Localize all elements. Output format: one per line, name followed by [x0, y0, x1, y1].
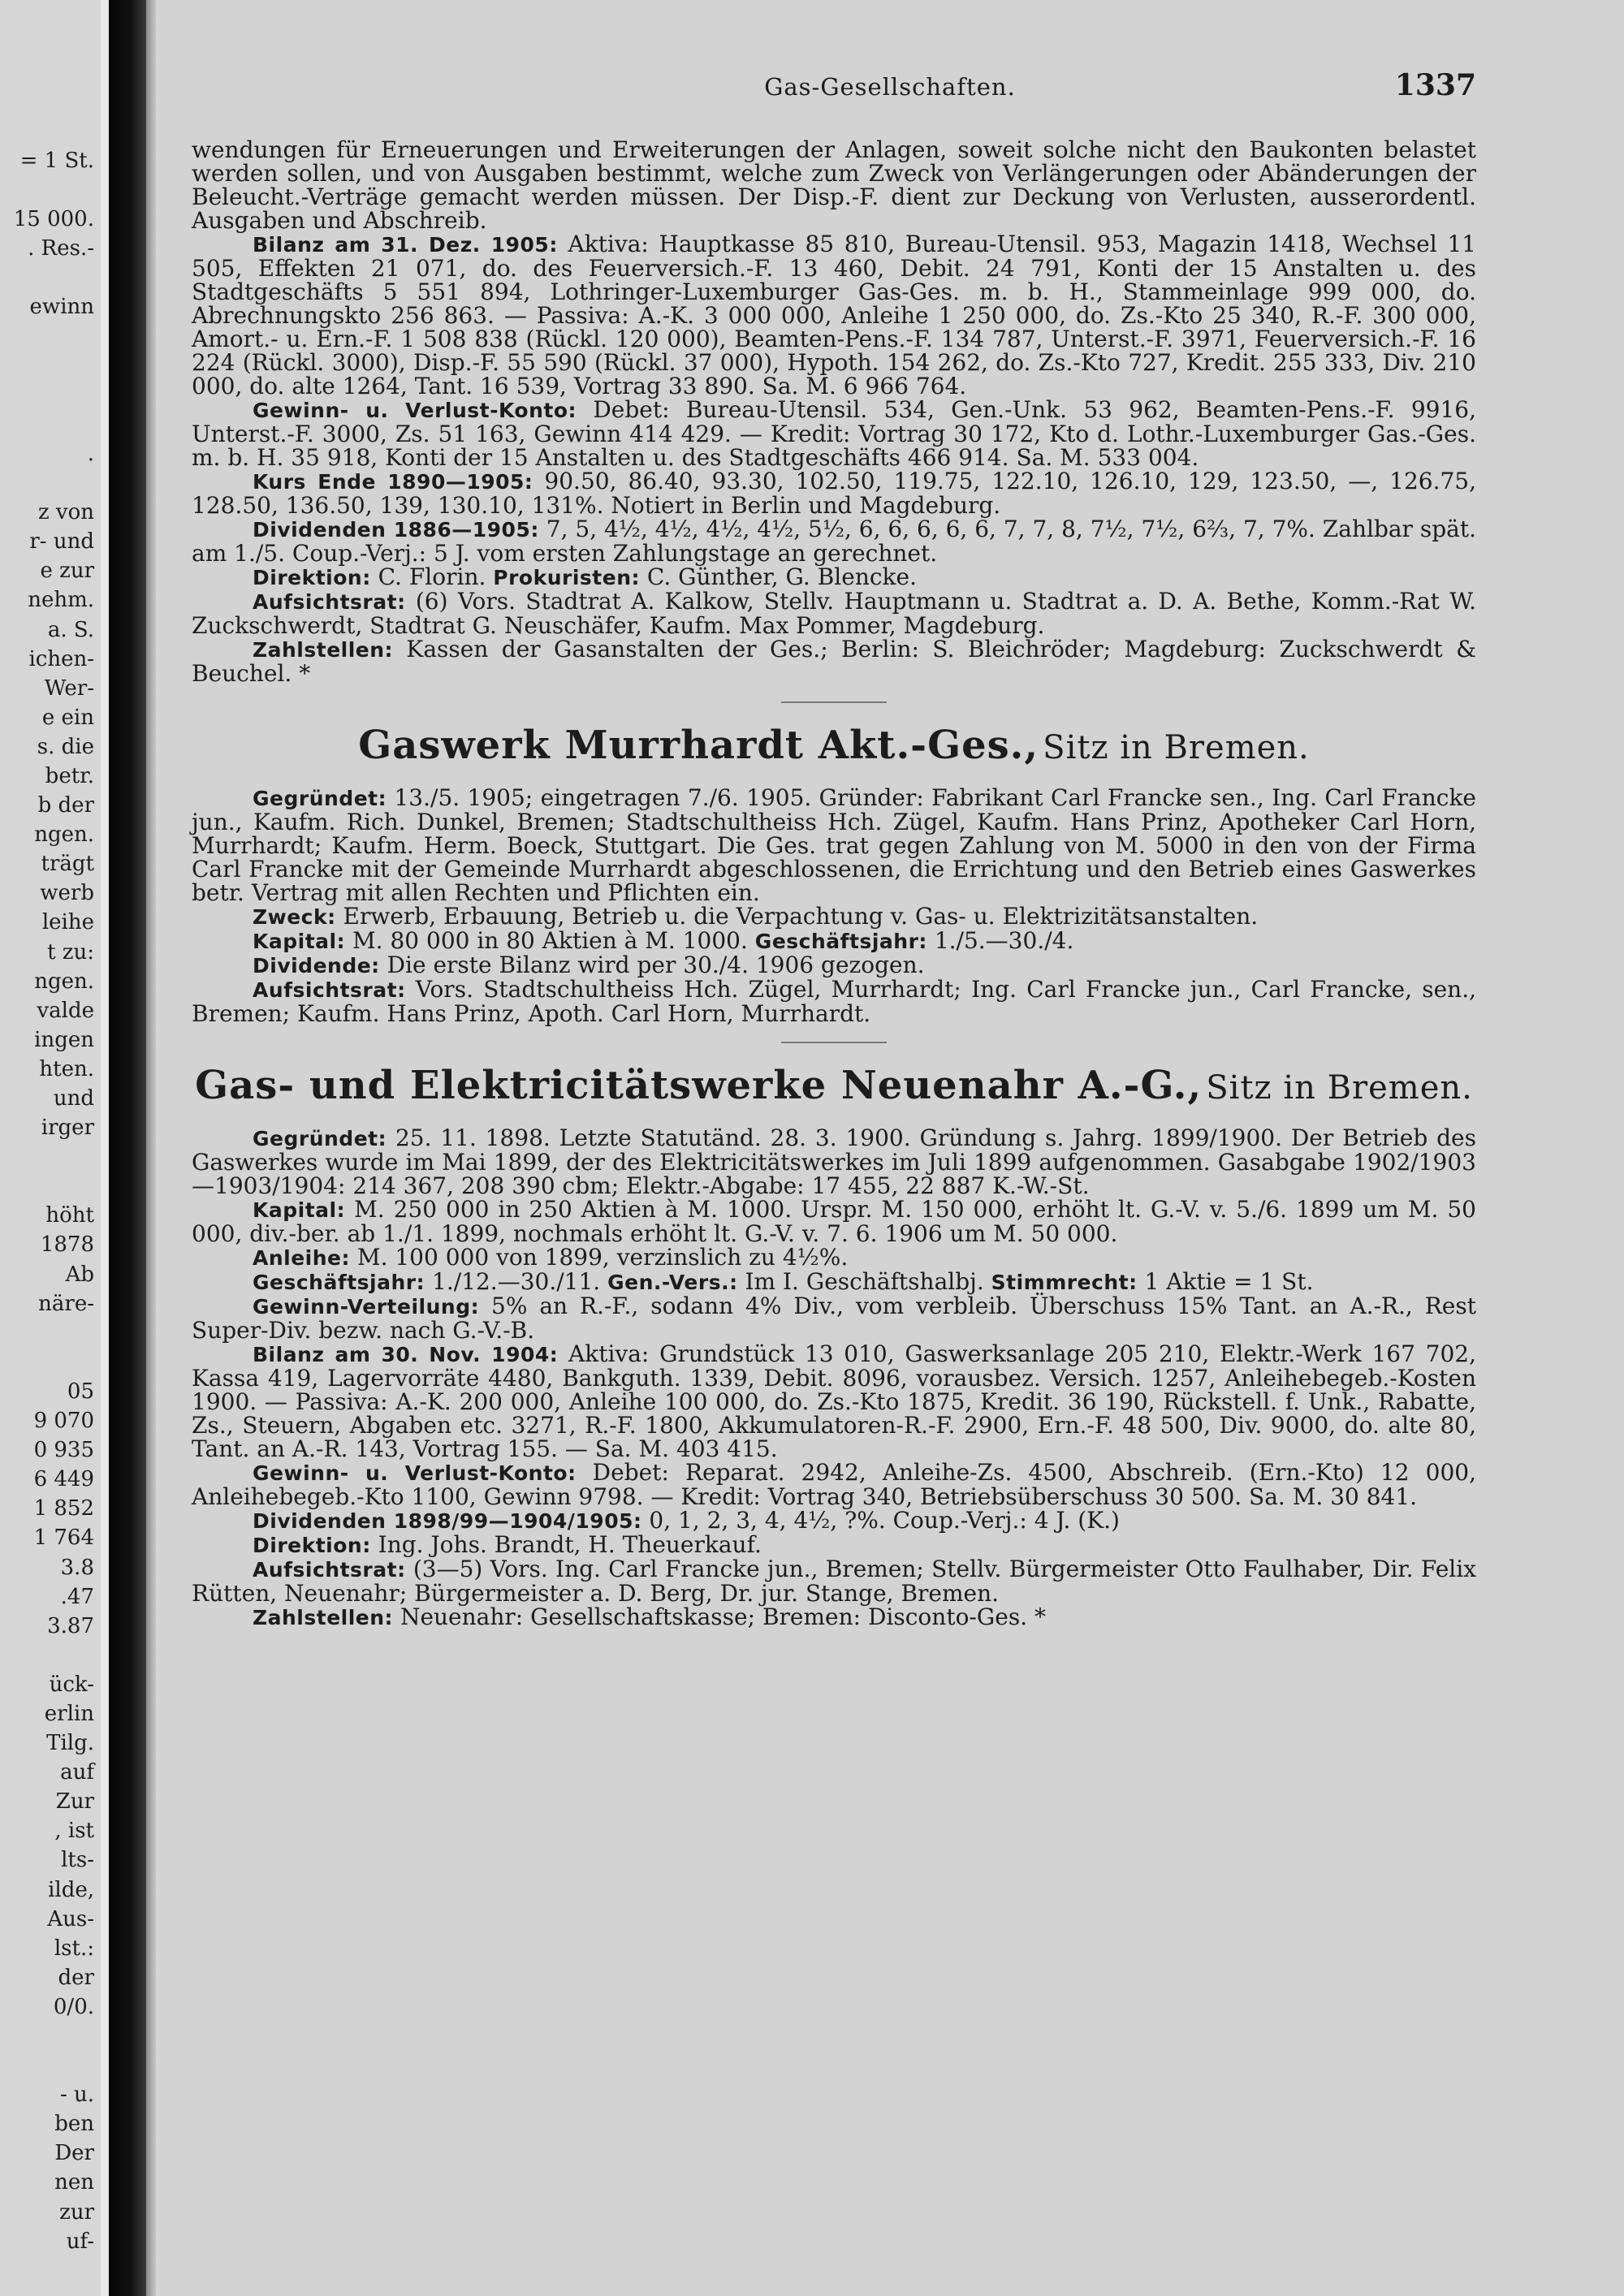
entry-heading: Dividende: — [253, 954, 380, 978]
entry-text: C. Günther, G. Blencke. — [640, 563, 917, 590]
entry-heading: Bilanz am 31. Dez. 1905: — [253, 233, 558, 257]
entry-heading: Geschäftsjahr: — [253, 1271, 425, 1294]
entry-heading: Kapital: — [253, 1198, 346, 1222]
entry-heading: Stimmrecht: — [991, 1271, 1138, 1294]
facing-line: e zur — [40, 559, 94, 584]
entry-heading: Kurs Ende 1890—1905: — [253, 470, 533, 494]
facing-line: e ein — [41, 705, 94, 730]
running-title: Gas-Gesellschaften. — [764, 73, 1016, 101]
facing-line: 1 852 — [33, 1496, 94, 1521]
facing-line: uf- — [66, 2229, 94, 2254]
entry-text: 1./5.—30./4. — [926, 927, 1074, 954]
entry-text: M. 80 000 in 80 Aktien à M. 1000. — [345, 927, 755, 954]
facing-line: 3.8 — [60, 1555, 94, 1580]
entry-text: Aktiva: Hauptkasse 85 810, Bureau-Utensil. 953, Magazin 1418, Wechsel 11 505, Effekten 21 071, do. des Feuerversich.-F. 13 460, Debit. 24 791, Konti der 15 Anstalten u. des Stadtgeschäfts 5 551 894, Lothringer-Luxemburger Gas-Ges. m. b. H., Stammeinlage 999 000, do. Abrechnungskto 256 863. — Passiva: A.-K. 3 000 000, Anleihe 1 250 000, do. Zs.-Kto 25 340, R.-F. 300 000, Amort.- u. Ern.-F. 1 508 838 (Rückl. 120 000), Beamten-Pens.-F. 134 787, Unterst.-F. 3971, Feuerversich.-F. 16 224 (Rückl. 3000), Disp.-F. 55 590 (Rückl. 37 000), Hypoth. 154 262, do. Zs.-Kto 727, Kredit. 255 333, Div. 210 000, do. alte 1264, Tant. 16 539, Vortrag 33 890. Sa. M. 6 966 764. — [192, 231, 1476, 399]
entry-text: 25. 11. 1898. Letzte Statutänd. 28. 3. 1900. Gründung s. Jahrg. 1899/1900. Der Betrieb des Gaswerkes wurde im Mai 1899, der des Elektricitätswerkes im Juli 1899 aufgenommen. Gasabgabe 1902/1903—1903/1904: 214 367, 208 390 cbm; Elektr.-Abgabe: 17 455, 22 887 K.-W.-St. — [192, 1124, 1476, 1199]
entry-heading: Gewinn- u. Verlust-Konto: — [253, 399, 577, 422]
facing-line: ück- — [49, 1672, 94, 1697]
facing-line: , ist — [54, 1819, 94, 1844]
entry-paragraph — [192, 1557, 1476, 1605]
facing-line: nehm. — [28, 588, 94, 613]
entry-paragraph — [192, 1126, 1476, 1198]
facing-line: - u. — [59, 2082, 94, 2108]
facing-line: Der — [54, 2141, 94, 2166]
entry-text: Erwerb, Erbauung, Betrieb u. die Verpachtung v. Gas- u. Elektrizitätsanstalten. — [335, 903, 1259, 930]
book-spine — [109, 0, 146, 2296]
facing-line — [0, 468, 94, 498]
entry-text: Die erste Bilanz wird per 30./4. 1906 gezogen. — [379, 952, 925, 978]
entry-text: Aktiva: Grundstück 13 010, Gaswerksanlage 205 210, Elektr.-Werk 167 702, Kassa 419, Lagervorräte 4480, Bankguth. 1339, Debit. 8096, vorausbez. Versich. 1257, Anleihebegeb.-Kosten 1900. — Passiva: A.-K. 200 000, Anleihe 100 000, do. Zs.-Kto 1875, Kredit. 36 190, Rückstell. f. Unk., Rabatte, Zs., Steuern, Abgaben etc. 3271, R.-F. 1800, Akkumulatoren-R.-F. 2900, Ern.-F. 48 500, Div. 9000, do. alte 80, Tant. an A.-R. 143, Vortrag 155. — Sa. M. 403 415. — [192, 1340, 1476, 1462]
entry-heading: Zahlstellen: — [253, 1606, 394, 1629]
facing-line: 3.87 — [47, 1613, 94, 1638]
facing-line — [0, 175, 94, 205]
entry-paragraph — [192, 1508, 1476, 1533]
section-divider — [781, 701, 887, 703]
entry-paragraph — [192, 786, 1476, 904]
entry-heading: Prokuristen: — [493, 566, 641, 589]
entry-heading: Gegründet: — [253, 787, 387, 810]
facing-line: ben — [54, 2112, 94, 2137]
spine-edge — [146, 0, 156, 2296]
facing-line: Zur — [55, 1789, 94, 1815]
company-seat: Sitz in Bremen. — [1206, 1069, 1473, 1107]
entry-paragraph — [192, 398, 1476, 469]
facing-line: 1 764 — [33, 1526, 94, 1551]
entry-text: 1./12.—30./11. — [425, 1268, 608, 1295]
entry-paragraph — [192, 1198, 1476, 1245]
entry-text: 1 Aktie = 1 St. — [1137, 1268, 1314, 1295]
entry-text: C. Florin. — [370, 563, 494, 590]
entry-paragraph — [192, 929, 1476, 953]
facing-line: 6 449 — [33, 1467, 94, 1492]
page-header — [156, 68, 1624, 109]
facing-line: ichen- — [28, 646, 94, 671]
facing-line: hten. — [39, 1056, 94, 1081]
entry-paragraph — [192, 1270, 1476, 1294]
entry-heading: Dividenden 1886—1905: — [253, 518, 539, 542]
facing-line: zur — [59, 2199, 94, 2225]
facing-line — [0, 1318, 94, 1348]
facing-line: z von — [37, 500, 94, 525]
entry-paragraph — [192, 232, 1476, 398]
entry-heading: Aufsichtsrat: — [253, 978, 406, 1002]
facing-line — [0, 1172, 94, 1201]
facing-line: . Res.- — [28, 236, 94, 261]
entry-paragraph — [192, 517, 1476, 565]
entry-heading: Gegründet: — [253, 1127, 387, 1150]
entry-text: Neuenahr: Gesellschaftskasse; Bremen: Disconto-Ges. * — [393, 1603, 1046, 1630]
entry-heading: Kapital: — [253, 930, 346, 953]
facing-line: betr. — [45, 763, 94, 788]
entry-text: Kassen der Gasanstalten der Ges.; Berlin: S. Bleichröder; Magdeburg: Zuckschwerdt & Beuchel. * — [192, 636, 1476, 687]
facing-line: höht — [45, 1203, 94, 1228]
facing-line: = 1 St. — [19, 149, 94, 173]
entry-heading: Zahlstellen: — [253, 638, 394, 662]
entry-heading: Anleihe: — [253, 1246, 350, 1270]
page-body — [192, 138, 1476, 1629]
facing-line: auf — [60, 1760, 94, 1785]
facing-line: t zu: — [47, 939, 94, 965]
entry-heading: Direktion: — [253, 1534, 371, 1557]
entry-text: Debet: Reparat. 2942, Anleihe-Zs. 4500, Abschreib. (Ern.-Kto) 12 000, Anleihebegeb.-Kto 1100, Gewinn 9798. — Kredit: Vortrag 340, Betriebsüberschuss 30 500. Sa. M. 30 841. — [192, 1459, 1477, 1510]
facing-line: 1878 — [40, 1232, 94, 1258]
entry-text: (6) Vors. Stadtrat A. Kalkow, Stellv. Hauptmann u. Stadtrat a. D. A. Bethe, Komm.-Rat W. Zuckschwerdt, Stadtrat G. Neuschäfer, Kaufm. Max Pommer, Magdeburg. — [192, 588, 1476, 639]
entry-text: (3—5) Vors. Ing. Carl Francke jun., Bremen; Stellv. Bürgermeister Otto Faulhaber, Dir. Felix Rütten, Neuenahr; Bürgermeister a. D. Berg, Dr. jur. Stange, Bremen. — [192, 1556, 1476, 1607]
intro-paragraph: wendungen für Erneuerungen und Erweiterungen der Anlagen, soweit solche nicht den Baukonten belastet werden sollen, und von Ausgaben bestimmt, welche zum Zweck von Verlängerungen oder Abänderungen der Beleucht.-Verträge gemacht werden müssen. Der Disp.-F. dient zur Deckung von Verlusten, ausserordentl. Ausgaben und Abschreib. — [192, 136, 1476, 234]
entry-heading: Direktion: — [253, 566, 371, 589]
entry-text: Vors. Stadtschultheiss Hch. Zügel, Murrhardt; Ing. Carl Francke jun., Carl Francke, sen., Bremen; Kaufm. Hans Prinz, Apoth. Carl Horn, Murrhardt. — [192, 976, 1476, 1027]
entry-heading: Aufsichtsrat: — [253, 590, 406, 614]
facing-line: lts- — [61, 1848, 94, 1873]
page — [156, 0, 1624, 2296]
entry-heading: Gewinn-Verteilung: — [253, 1295, 480, 1318]
entry-paragraph — [192, 1461, 1476, 1508]
entry-text: Debet: Bureau-Utensil. 534, Gen.-Unk. 53 962, Beamten-Pens.-F. 9916, Unterst.-F. 3000, Zs. 51 163, Gewinn 414 429. — Kredit: Vortrag 30 172, Kto d. Lothr.-Luxemburger Gas.-Ges. m. b. H. 35 918, Konti der 15 Anstalten u. des Stadtgeschäfts 466 914. Sa. M. 533 004. — [192, 396, 1476, 471]
facing-line: Tilg. — [46, 1731, 94, 1756]
facing-line: 0/0. — [53, 1994, 94, 2019]
facing-line: .47 — [60, 1584, 94, 1609]
facing-line — [0, 352, 94, 381]
facing-line: a. S. — [47, 617, 94, 642]
facing-line: ngen. — [34, 969, 94, 994]
entry-text: 7, 5, 4½, 4½, 4½, 4½, 5½, 6, 6, 6, 6, 6, 7, 7, 8, 7½, 7½, 6⅔, 7, 7%. Zahlbar spät. am 1./5. Coup.-Verj.: 5 J. vom ersten Zahlungstage an gerechnet. — [192, 516, 1476, 567]
entry-paragraph — [192, 904, 1476, 929]
company-title — [192, 723, 1476, 768]
facing-line: irger — [41, 1116, 94, 1141]
facing-line: werb — [40, 881, 94, 906]
entry-paragraph — [192, 1533, 1476, 1557]
entry-heading: Geschäftsjahr: — [754, 930, 927, 953]
facing-line — [0, 263, 94, 292]
facing-line: 0 935 — [33, 1438, 94, 1463]
facing-line: lst.: — [54, 1936, 94, 1961]
facing-line: leihe — [41, 910, 94, 935]
facing-line: ngen. — [34, 822, 94, 848]
entry-paragraph — [192, 469, 1476, 517]
entry-paragraph — [192, 1245, 1476, 1270]
facing-line: nen — [54, 2170, 94, 2195]
facing-page-fragment — [0, 0, 101, 2296]
facing-line — [0, 1348, 94, 1377]
facing-line — [0, 1142, 94, 1172]
page-number: 1337 — [1394, 68, 1476, 102]
facing-line — [0, 2051, 94, 2080]
facing-line: s. die — [37, 734, 94, 759]
entry-heading: Gewinn- u. Verlust-Konto: — [253, 1461, 577, 1485]
facing-line: der — [58, 1965, 94, 1990]
entry-text: 0, 1, 2, 3, 4, 4½, ?%. Coup.-Verj.: 4 J. (K.) — [641, 1507, 1120, 1534]
entry-text: Im I. Geschäftshalbj. — [737, 1268, 991, 1295]
facing-line: 9 070 — [33, 1409, 94, 1434]
entry-text: 90.50, 86.40, 93.30, 102.50, 119.75, 122.10, 126.10, 129, 123.50, —, 126.75, 128.50, 136.50, 139, 130.10, 131%. Notiert in Berlin und Magdeburg. — [192, 468, 1477, 519]
facing-line — [0, 322, 94, 352]
entry-paragraph — [192, 1605, 1476, 1629]
entry-text: M. 100 000 von 1899, verzinslich zu 4½%. — [350, 1244, 849, 1271]
facing-line: r- und — [29, 529, 94, 555]
company-name: Gas- und Elektricitätswerke Neuenahr A.-G., — [195, 1063, 1203, 1108]
entry-paragraph — [192, 565, 1476, 589]
facing-line: Ab — [65, 1262, 94, 1287]
entry-text: M. 250 000 in 250 Aktien à M. 1000. Urspr. M. 150 000, erhöht lt. G.-V. v. 5./6. 1899 um M. 50 000, div.-ber. ab 1./1. 1899, nochmals erhöht lt. G.-V. v. 7. 6. 1906 um M. 50 000. — [192, 1196, 1476, 1247]
facing-line: b der — [37, 793, 94, 818]
gutter — [101, 0, 109, 2296]
facing-line: erlin — [44, 1701, 94, 1726]
facing-line: 05 — [67, 1379, 94, 1404]
entry-paragraph — [192, 978, 1476, 1025]
facing-line: Aus- — [47, 1906, 94, 1931]
facing-line — [0, 410, 94, 439]
facing-line: ilde, — [48, 1877, 94, 1902]
facing-line: näre- — [38, 1291, 94, 1316]
facing-line: ewinn — [29, 295, 94, 320]
company-name: Gaswerk Murrhardt Akt.-Ges., — [358, 723, 1039, 768]
entry-heading: Aufsichtsrat: — [253, 1558, 406, 1582]
facing-line: . — [87, 441, 94, 466]
company-seat: Sitz in Bremen. — [1043, 729, 1310, 766]
entry-paragraph — [192, 637, 1476, 685]
facing-line: 15 000. — [13, 207, 94, 232]
facing-line — [0, 381, 94, 410]
entry-text: 13./5. 1905; eingetragen 7./6. 1905. Gründer: Fabrikant Carl Francke sen., Ing. Carl Francke jun., Kaufm. Rich. Dunkel, Bremen; Stadtschultheiss Hch. Zügel, Kaufm. Hans Prinz, Apotheker Carl Horn, Murrhardt; Kaufm. Herm. Boeck, Stuttgart. Die Ges. trat gegen Zahlung von M. 5000 in den von der Firma Carl Francke mit der Gemeinde Murrhardt abgeschlossenen, die Errichtung und den Betrieb eines Gaswerkes betr. Vertrag mit allen Rechten und Pflichten ein. — [192, 784, 1476, 906]
entry-paragraph — [192, 953, 1476, 978]
facing-line — [0, 2022, 94, 2051]
entry-paragraph — [192, 1294, 1476, 1342]
entry-heading: Gen.-Vers.: — [607, 1271, 738, 1294]
facing-line: valde — [37, 998, 94, 1023]
company-title — [192, 1063, 1476, 1108]
facing-line — [0, 1641, 94, 1670]
entry-text: 5% an R.-F., sodann 4% Div., vom verbleib. Überschuss 15% Tant. an A.-R., Rest Super-Div. bezw. nach G.-V.-B. — [192, 1293, 1476, 1344]
facing-page-text — [0, 146, 94, 2256]
entry-heading: Dividenden 1898/99—1904/1905: — [253, 1509, 642, 1533]
entry-text: Ing. Johs. Brandt, H. Theuerkauf. — [370, 1531, 762, 1558]
entry-heading: Zweck: — [253, 905, 336, 929]
entry-paragraph — [192, 1342, 1476, 1461]
entry-paragraph — [192, 589, 1476, 637]
facing-line: Wer- — [44, 675, 94, 701]
entry-heading: Bilanz am 30. Nov. 1904: — [253, 1343, 559, 1366]
facing-line: ingen — [34, 1027, 94, 1052]
facing-line: trägt — [41, 852, 94, 877]
facing-line: und — [53, 1086, 94, 1111]
section-divider — [781, 1042, 887, 1043]
